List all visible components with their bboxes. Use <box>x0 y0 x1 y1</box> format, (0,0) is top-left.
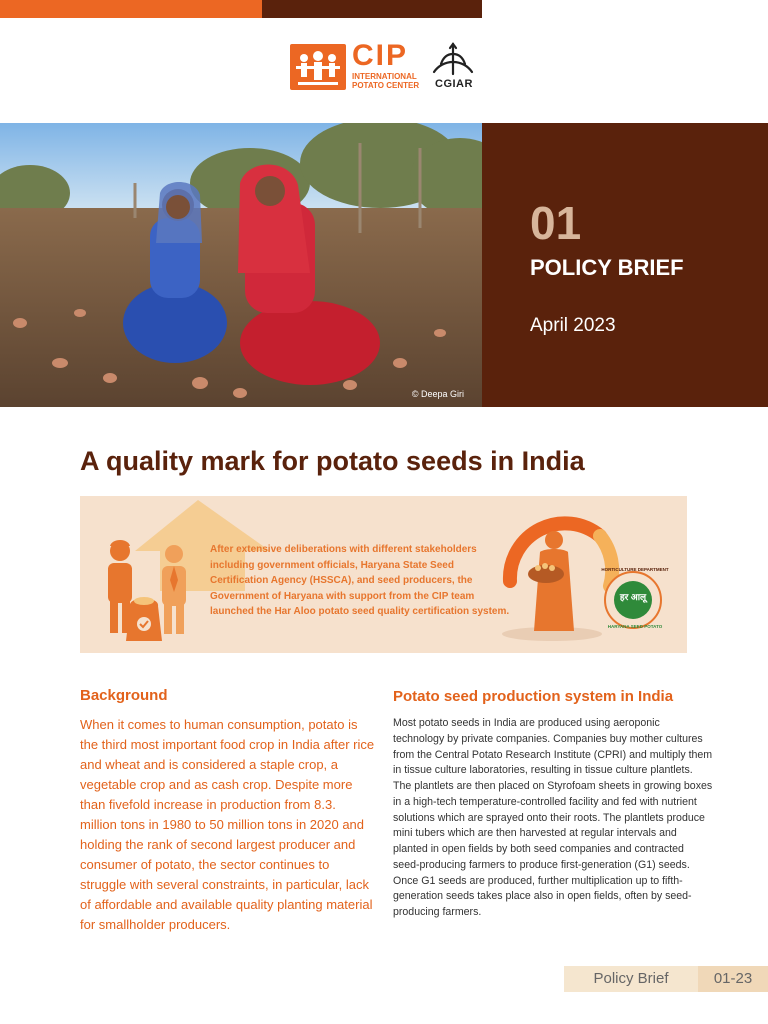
background-section <box>80 686 375 935</box>
cgiar-wordmark: CGIAR <box>435 78 473 90</box>
cip-emblem-icon <box>290 44 346 90</box>
page-title: A quality mark for potato seeds in India <box>80 446 585 476</box>
background-body: When it comes to human consumption, potato is the third most important food crop in India after rice and wheat and is considered a staple crop, a vegetable crop and as cash crop. Despite more than fivefold increase in production from 8.3. million tons in 1980 to 50 million tons in 2020 and holding the rank of second largest producer and consumer of potato, the sector continues to struggle with several constraints, in particular, lack of affordable and available quality planting material for smallholder producers. <box>80 717 375 932</box>
background-heading: Background <box>80 687 168 704</box>
seed-sack-icon <box>126 597 162 641</box>
infographic-panel <box>80 496 687 653</box>
production-body: Most potato seeds in India are produced using aeroponic technology by private companies. Companies buy mother cultures from the Central Potato Research Institute (CPRI) and multiply them in tissue culture laboratories, resulting in tissue culture plantlets. The plantlets are then placed on Styrofoam sheets in growing boxes in a high-tech temperature-controlled facility and fed with nutrient solutions which are sprayed onto their roots. The plantlets produce mini tubers which are then harvested at regular intervals and planted in open fields by both seed companies and contracted seed-producing farmers to produce first-generation (G1) seeds. Once G1 seeds are produced, further multiplication up to fifth-generation seeds takes place also in open fields, often by seed-producing farmers. <box>393 717 713 918</box>
hero-photo <box>0 123 482 407</box>
cgiar-logo-icon <box>430 40 476 80</box>
footer-label: Policy Brief <box>564 966 698 992</box>
seal-bottom-text: HARYANA SEED POTATO <box>607 624 663 629</box>
cip-wordmark: CIP <box>352 39 409 72</box>
brief-type-label: POLICY BRIEF <box>530 255 684 280</box>
seal-center-text: हर आलू <box>619 592 647 602</box>
top-accent-bar-brown <box>262 0 482 18</box>
brief-info-panel <box>482 123 768 407</box>
brief-date: April 2023 <box>530 315 616 336</box>
logo-block <box>290 40 480 94</box>
production-section <box>393 687 713 921</box>
farmer-figure-icon <box>108 540 132 633</box>
seal-top-text: HORTICULTURE DEPARTMENT <box>601 567 669 572</box>
farmer-woman-icon <box>528 531 574 631</box>
photo-credit: © Deepa Giri <box>411 389 464 399</box>
cip-subtitle: INTERNATIONAL POTATO CENTER <box>352 72 420 90</box>
infographic-text: After extensive deliberations with different stakeholders including government officials, Haryana State Seed Certification Agency (HSSCA), and seed producers, the Government of Haryana with support from the CIP team launched the Har Aloo potato seed quality certification system. <box>210 544 510 617</box>
top-accent-bar-orange <box>0 0 262 18</box>
page-number: 01-23 <box>698 966 768 992</box>
brief-number: 01 <box>530 197 582 249</box>
production-heading: Potato seed production system in India <box>393 688 674 705</box>
